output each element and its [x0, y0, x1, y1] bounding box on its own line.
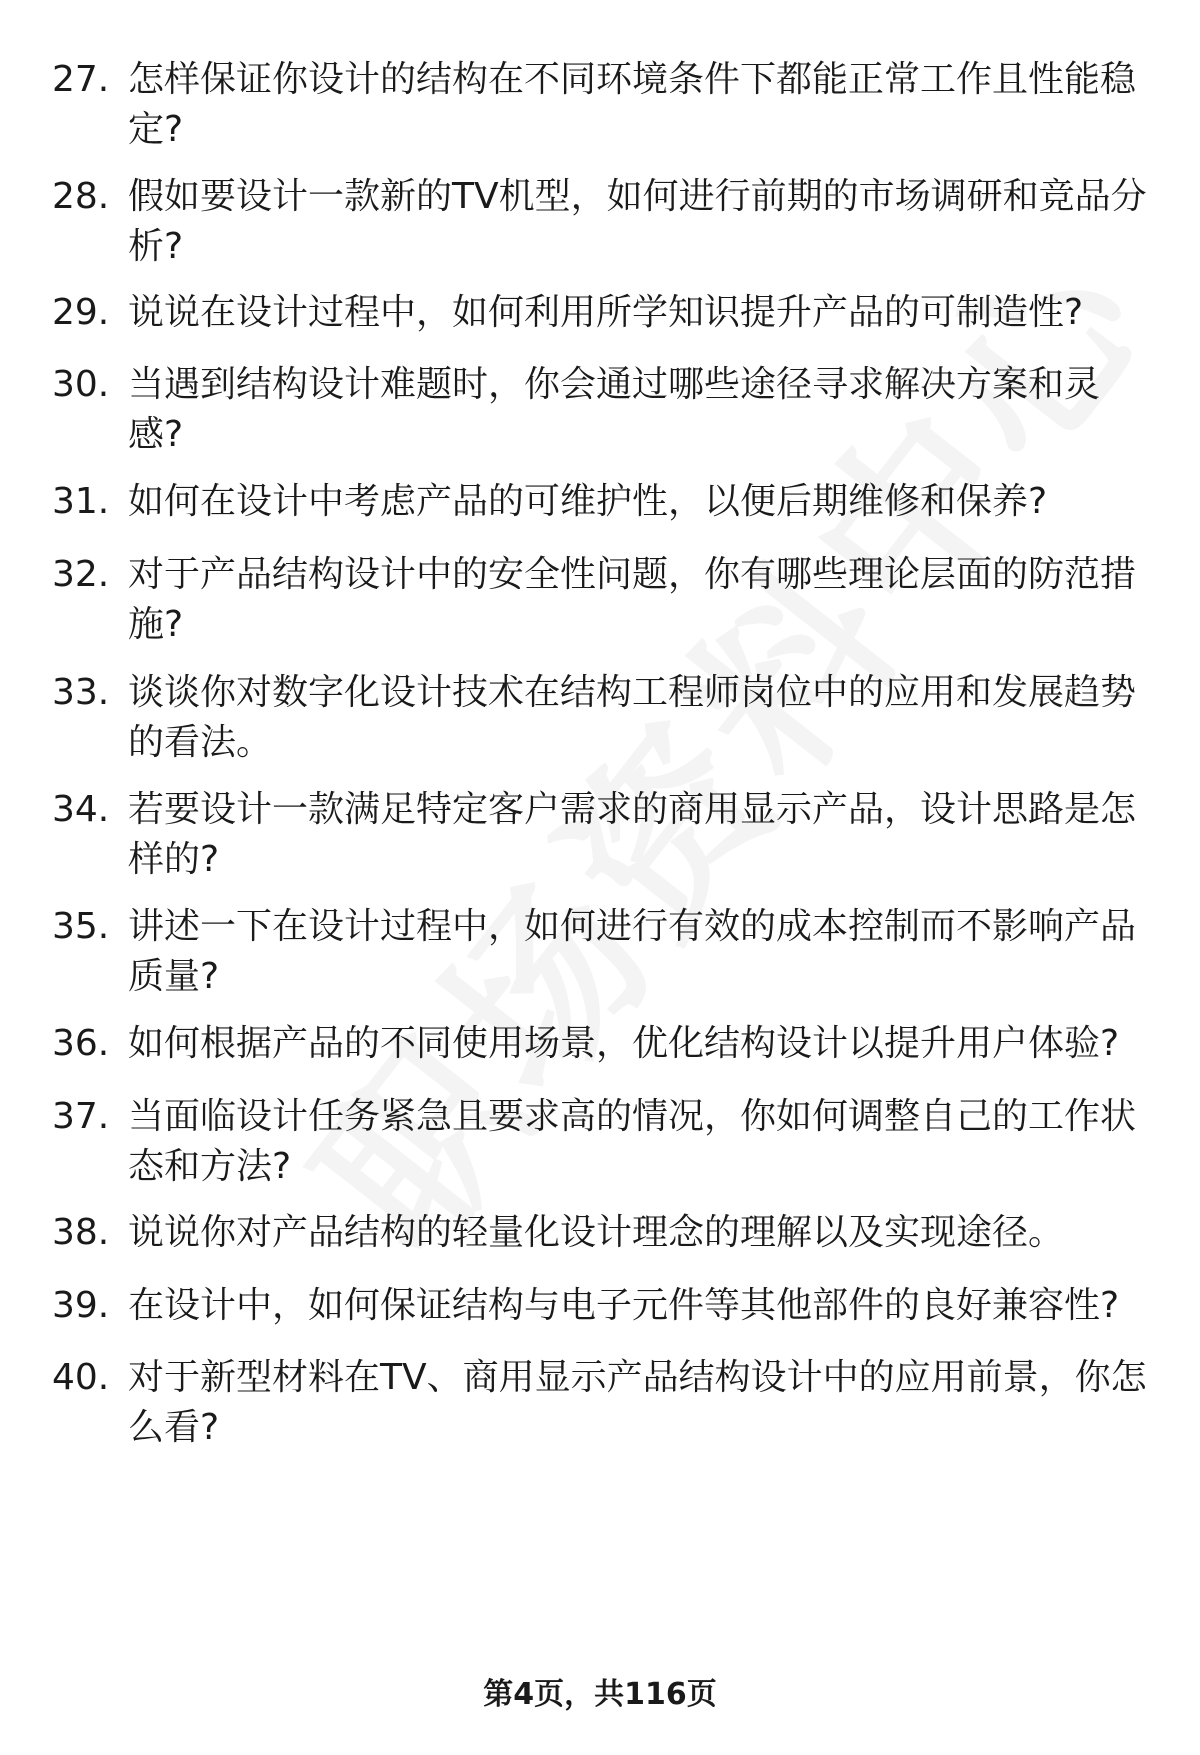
question-number: 36. — [52, 1023, 110, 1064]
question-text: 如何根据产品的不同使用场景，优化结构设计以提升用户体验? — [128, 1023, 1120, 1064]
question-text: 对于产品结构设计中的安全性问题，你有哪些理论层面的防范措施? — [128, 554, 1137, 645]
question-text: 怎样保证你设计的结构在不同环境条件下都能正常工作且性能稳定? — [128, 59, 1137, 150]
question-number: 28. — [52, 176, 110, 217]
question-text: 在设计中，如何保证结构与电子元件等其他部件的良好兼容性? — [128, 1285, 1120, 1326]
question-number: 29. — [52, 292, 110, 333]
question-text: 讲述一下在设计过程中，如何进行有效的成本控制而不影响产品质量? — [128, 906, 1137, 997]
question-number: 40. — [52, 1357, 110, 1398]
page-footer: 第4页，共116页 — [483, 1677, 717, 1712]
question-number: 33. — [52, 672, 110, 713]
question-text: 当面临设计任务紧急且要求高的情况，你如何调整自己的工作状态和方法? — [128, 1096, 1137, 1187]
question-text: 对于新型材料在TV、商用显示产品结构设计中的应用前景，你怎么看? — [128, 1357, 1147, 1448]
question-number: 32. — [52, 554, 110, 595]
question-text: 谈谈你对数字化设计技术在结构工程师岗位中的应用和发展趋势的看法。 — [128, 672, 1137, 763]
question-number: 37. — [52, 1096, 110, 1137]
question-number: 35. — [52, 906, 110, 947]
question-text: 说说你对产品结构的轻量化设计理念的理解以及实现途径。 — [128, 1212, 1065, 1253]
question-text: 假如要设计一款新的TV机型，如何进行前期的市场调研和竞品分析? — [128, 176, 1147, 267]
question-number: 27. — [52, 59, 110, 100]
question-text: 若要设计一款满足特定客户需求的商用显示产品，设计思路是怎样的? — [128, 789, 1137, 880]
question-number: 38. — [52, 1212, 110, 1253]
question-text: 说说在设计过程中，如何利用所学知识提升产品的可制造性? — [128, 292, 1084, 333]
question-text: 当遇到结构设计难题时，你会通过哪些途径寻求解决方案和灵感? — [128, 364, 1101, 455]
question-number: 34. — [52, 789, 110, 830]
question-number: 39. — [52, 1285, 110, 1326]
question-number: 30. — [52, 364, 110, 405]
question-text: 如何在设计中考虑产品的可维护性，以便后期维修和保养? — [128, 481, 1048, 522]
question-number: 31. — [52, 481, 110, 522]
